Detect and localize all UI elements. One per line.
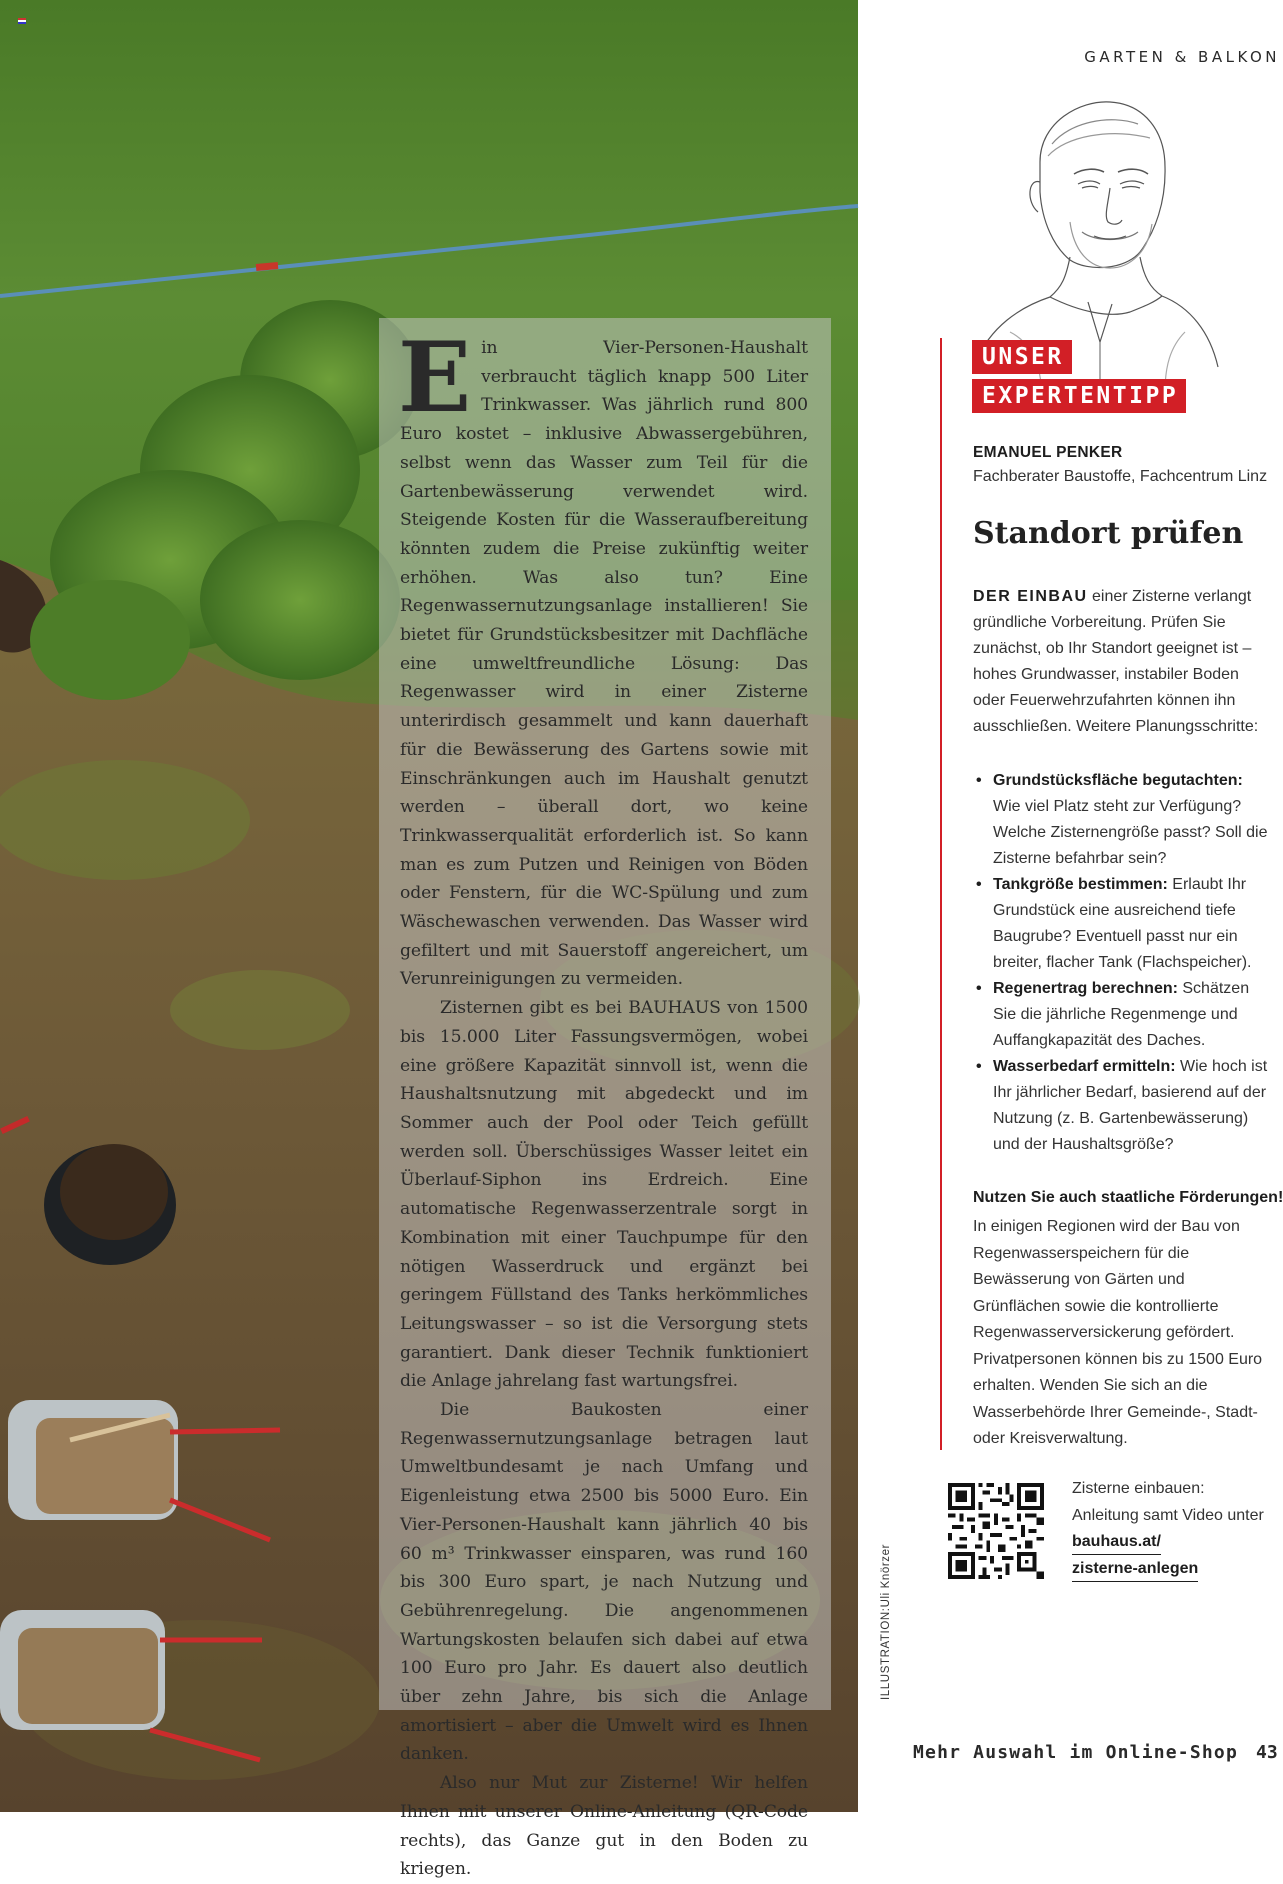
funding-text: In einigen Regionen wird der Bau von Regenwasserspeichern für die Bewässerung von Gärten und Grünflächen sowie die kontrollierte Regenwasserversickerung gefördert. Privatpersonen können bis zu 1500 Euro erhalten. Wenden Sie sich an die Wasserbehörde Ihrer Gemeinde-, Stadt- oder Kreisverwaltung. [973,1218,1263,1447]
footer-shop-text: Mehr Auswahl im Online-Shop [913,1742,1238,1763]
tip-title: Standort prüfen [973,516,1244,551]
funding-heading: Nutzen Sie auch staatliche Förderungen! [973,1189,1283,1206]
planning-steps-list [973,768,1273,1158]
illustration-credit: ILLUSTRATION:Uli Knörzer [880,1543,892,1700]
list-item [973,768,1273,872]
article-paragraph-2: Zisternen gibt es bei BAUHAUS von 1500 bis 15.000 Liter Fassungsvermögen, wobei eine größere Kapazität sinnvoll ist, wenn die Haushaltsnutzung mit abgedeckt und im Sommer auch der Pool oder Teich gefüllt werden soll. Überschüssiges Wasser leitet ein Überlauf-Siphon ins Erdreich. Eine automatische Regenwasserzentrale sorgt in Kombination mit einer Tauchpumpe für den nötigen Wasserdruck und ergänzt bei geringem Füllstand des Tanks herkömmliches Leitungswasser – so ist die Versorgung stets garantiert. Dank dieser Technik funktioniert die Anlage jahrelang fast wartungsfrei. [400,998,808,1392]
section-label: GARTEN & BALKON [1084,48,1280,66]
tip-intro-text: einer Zisterne verlangt gründliche Vorbereitung. Prüfen Sie zunächst, ob Ihr Standort geeignet ist – hohes Grundwasser, instabiler Boden oder Feuerwehrzufahrten können ihn ausschließen. Weitere Planungsschritte: [973,588,1259,735]
qr-code[interactable] [948,1483,1044,1579]
expert-role: Fachberater Baustoffe, Fachcentrum Linz [973,468,1268,485]
list-item-text: Wie hoch ist Ihr jährlicher Bedarf, basierend auf der Nutzung (z. B. Gartenbewässerung) und der Haushaltsgröße? [993,1058,1268,1153]
qr-link-line1[interactable]: bauhaus.at/ [1072,1530,1161,1555]
page-number: 43 [1256,1742,1278,1763]
list-item [973,1054,1273,1158]
list-item-head: Tankgröße bestimmen: [993,876,1168,893]
list-item-head: Regenertrag berechnen: [993,980,1178,997]
flag-icon [18,18,26,24]
qr-caption [1072,1476,1282,1582]
list-item-text: Schätzen Sie die jährliche Regenmenge und Auffangkapazität des Daches. [993,980,1250,1049]
tip-intro [973,584,1269,740]
list-item-text: Wie viel Platz steht zur Verfügung? Welche Zisternengröße passt? Soll die Zisterne befahrbar sein? [993,798,1268,867]
article-paragraph-1: in Vier-Personen-Haushalt verbraucht täglich knapp 500 Liter Trinkwasser. Was jährlich rund 800 Euro kostet – inklusive Abwassergebühren, selbst wenn das Wasser zum Teil für die Gartenbewässerung verwendet wird. Steigende Kosten für die Wasseraufbereitung könnten zudem die Preise zukünftig weiter erhöhen. Was also tun? Eine Regenwassernutzungsanlage installieren! Sie bietet für Grundstücksbesitzer mit Dachfläche eine umweltfreundliche Lösung: Das Regenwasser wird in einer Zisterne unterirdisch gesammelt und kann dauerhaft für die Bewässerung des Gartens sowie mit Einschränkungen auch im Haushalt genutzt werden – überall dort, wo keine Trinkwasserqualität erforderlich ist. So kann man es zum Putzen und Reinigen von Böden oder Fenstern, für die WC-Spülung und zum Wäschewaschen verwenden. Das Wasser wird gefiltert und mit Sauerstoff angereichert, um Verunreinigungen zu vermeiden. [400,338,808,990]
list-item [973,976,1273,1054]
dropcap-letter: E [398,321,472,434]
tip-lead: DER EINBAU [973,588,1088,605]
list-item [973,872,1273,976]
expert-name: EMANUEL PENKER [973,444,1123,461]
article-body [398,321,808,1884]
qr-caption-line1: Zisterne einbauen: [1072,1480,1205,1497]
expert-badge-line1: UNSER [972,340,1072,374]
list-item-head: Grundstücksfläche begutachten: [993,772,1243,789]
qr-caption-line2: Anleitung samt Video unter [1072,1506,1264,1524]
expert-badge-line2: EXPERTENTIPP [972,379,1186,413]
qr-link-line2[interactable]: zisterne-anlegen [1072,1557,1198,1582]
list-item-head: Wasserbedarf ermitteln: [993,1058,1176,1075]
article-paragraph-4: Also nur Mut zur Zisterne! Wir helfen Ihnen mit unserer Online-Anleitung (QR-Code rechts), das Ganze gut in den Boden zu kriegen. [400,1773,808,1880]
list-item-text: Erlaubt Ihr Grundstück eine ausreichend tiefe Baugrube? Eventuell passt nur ein breiter, flacher Tank (Flachspeicher). [993,876,1252,971]
article-paragraph-3: Die Baukosten einer Regenwassernutzungsanlage betragen laut Umweltbundesamt je nach Umfang und Eigenleistung etwa 2500 bis 5000 Euro. Ein Vier-Personen-Haushalt kann jährlich 40 bis 60 m³ Trinkwasser einsparen, was rund 160 bis 300 Euro spart, je nach Nutzung und Gebührenregelung. Die angenommenen Wartungskosten belaufen sich dabei auf etwa 100 Euro pro Jahr. Es dauert also deutlich über zehn Jahre, bis sich die Anlage amortisiert – aber die Umwelt wird es Ihnen danken. [400,1400,808,1765]
accent-rule [940,338,942,1450]
